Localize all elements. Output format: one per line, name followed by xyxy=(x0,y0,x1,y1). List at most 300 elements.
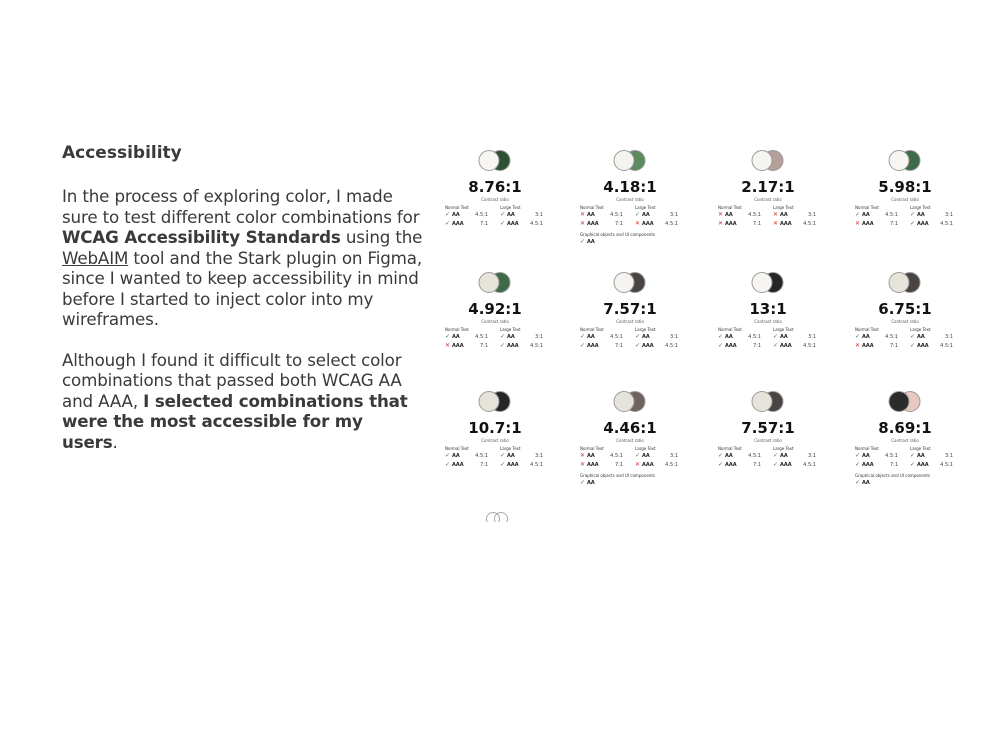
check-icon: ✓ xyxy=(445,461,451,468)
wcag-level: AA xyxy=(725,453,733,459)
check-icon: ✓ xyxy=(773,342,779,349)
required-ratio: 4.5:1 xyxy=(610,453,623,459)
color-pair-swatch xyxy=(479,272,512,294)
color-pair-swatch xyxy=(752,272,785,294)
normal-text-row-aa xyxy=(718,333,761,341)
p2-bold: I selected combinations that were the most accessible for my users xyxy=(62,390,408,452)
large-text-label: Large Text xyxy=(910,327,931,332)
wcag-level: AAA xyxy=(587,343,599,349)
partial-contrast-circles xyxy=(486,512,508,522)
required-ratio: 4.5:1 xyxy=(665,462,678,468)
normal-text-row-aa xyxy=(445,333,488,341)
check-icon: ✓ xyxy=(580,238,586,245)
normal-text-label: Normal Text xyxy=(855,327,879,332)
accessibility-section xyxy=(62,143,424,472)
normal-text-label: Normal Text xyxy=(445,205,469,210)
wcag-level: AA xyxy=(780,334,788,340)
webaim-link[interactable]: WebAIM xyxy=(62,247,129,268)
wcag-level: AAA xyxy=(587,221,599,227)
contrast-ratio-label: Contrast ratio xyxy=(754,438,782,443)
required-ratio: 3:1 xyxy=(534,453,543,459)
large-text-label: Large Text xyxy=(773,446,794,451)
large-text-label: Large Text xyxy=(773,205,794,210)
large-text-label: Large Text xyxy=(635,327,656,332)
normal-text-row-aa xyxy=(580,333,623,341)
wcag-level: AA xyxy=(862,212,870,218)
cross-icon: ✕ xyxy=(773,211,779,218)
check-icon: ✓ xyxy=(718,461,724,468)
check-icon: ✓ xyxy=(718,452,724,459)
wcag-level: AA xyxy=(642,212,650,218)
wcag-level: AA xyxy=(725,334,733,340)
large-text-label: Large Text xyxy=(500,205,521,210)
wcag-level: AAA xyxy=(507,343,519,349)
contrast-ratio-label: Contrast ratio xyxy=(616,319,644,324)
contrast-ratio-value: 8.76:1 xyxy=(468,178,522,196)
contrast-ratio-label: Contrast ratio xyxy=(481,438,509,443)
wcag-level: AA xyxy=(587,453,595,459)
wcag-level: AAA xyxy=(452,221,464,227)
contrast-ratio-label: Contrast ratio xyxy=(481,319,509,324)
color-pair-swatch xyxy=(614,150,647,172)
large-text-row-aa xyxy=(910,211,953,219)
section-heading: Accessibility xyxy=(62,143,182,163)
large-text-row-aa xyxy=(910,333,953,341)
check-icon: ✓ xyxy=(445,211,451,218)
normal-text-row-aa xyxy=(718,211,761,219)
color-pair-swatch xyxy=(479,391,512,413)
check-icon: ✓ xyxy=(635,452,641,459)
normal-text-row-aaa xyxy=(855,220,898,228)
cross-icon: ✕ xyxy=(635,461,641,468)
wcag-level: AAA xyxy=(780,462,792,468)
normal-text-label: Normal Text xyxy=(718,446,742,451)
normal-text-row-aaa xyxy=(580,342,623,350)
large-text-row-aaa xyxy=(773,342,816,350)
wcag-level: AA xyxy=(642,334,650,340)
normal-text-row-aa xyxy=(580,211,623,219)
p1-text-1: In the process of exploring color, I made sure to test different color combinations for xyxy=(62,186,420,227)
required-ratio: 3:1 xyxy=(807,212,816,218)
cross-icon: ✕ xyxy=(580,211,586,218)
p1-text-3: tool and the Stark plugin on Figma, since I wanted to keep accessibility in mind before I started to inject color into my wireframes. xyxy=(62,247,423,329)
large-text-row-aa xyxy=(500,211,543,219)
large-text-row-aaa xyxy=(500,342,543,350)
required-ratio: 3:1 xyxy=(669,212,678,218)
wcag-level: AAA xyxy=(642,343,654,349)
required-ratio: 3:1 xyxy=(534,212,543,218)
required-ratio: 3:1 xyxy=(944,212,953,218)
wcag-level: AA xyxy=(587,239,595,245)
large-text-row-aaa xyxy=(635,461,678,469)
background-color-circle xyxy=(479,391,500,412)
wcag-level: AA xyxy=(862,334,870,340)
check-icon: ✓ xyxy=(773,452,779,459)
contrast-ratio-value: 8.69:1 xyxy=(878,419,932,437)
wcag-level: AAA xyxy=(725,343,737,349)
background-color-circle xyxy=(479,272,500,293)
wcag-level: AA xyxy=(507,334,515,340)
wcag-level: AA xyxy=(587,212,595,218)
contrast-card xyxy=(430,150,560,265)
graphical-objects-row xyxy=(855,479,880,486)
required-ratio: 4.5:1 xyxy=(748,453,761,459)
large-text-row-aaa xyxy=(500,220,543,228)
required-ratio: 3:1 xyxy=(807,334,816,340)
contrast-ratio-value: 7.57:1 xyxy=(741,419,795,437)
contrast-ratio-value: 6.75:1 xyxy=(878,300,932,318)
wcag-level: AAA xyxy=(917,462,929,468)
required-ratio: 7:1 xyxy=(614,221,623,227)
contrast-card xyxy=(840,272,970,387)
color-pair-swatch xyxy=(752,391,785,413)
wcag-level: AAA xyxy=(725,462,737,468)
contrast-card xyxy=(703,150,833,265)
wcag-level: AA xyxy=(452,212,460,218)
cross-icon: ✕ xyxy=(718,220,724,227)
required-ratio: 4.5:1 xyxy=(530,221,543,227)
normal-text-row-aaa xyxy=(445,220,488,228)
p1-text-2: using the xyxy=(340,227,423,247)
check-icon: ✓ xyxy=(445,220,451,227)
required-ratio: 7:1 xyxy=(479,221,488,227)
contrast-card xyxy=(703,272,833,387)
check-icon: ✓ xyxy=(855,461,861,468)
cross-icon: ✕ xyxy=(773,220,779,227)
wcag-level: AAA xyxy=(780,221,792,227)
required-ratio: 7:1 xyxy=(889,343,898,349)
contrast-ratio-value: 5.98:1 xyxy=(878,178,932,196)
wcag-level: AAA xyxy=(917,343,929,349)
contrast-ratio-value: 4.92:1 xyxy=(468,300,522,318)
normal-text-label: Normal Text xyxy=(445,446,469,451)
contrast-ratio-label: Contrast ratio xyxy=(616,197,644,202)
check-icon: ✓ xyxy=(580,479,586,486)
required-ratio: 7:1 xyxy=(752,221,761,227)
wcag-level: AA xyxy=(917,453,925,459)
background-color-circle xyxy=(479,150,500,171)
wcag-level: AA xyxy=(917,334,925,340)
normal-text-row-aa xyxy=(718,452,761,460)
check-icon: ✓ xyxy=(773,333,779,340)
large-text-row-aa xyxy=(773,211,816,219)
contrast-ratio-label: Contrast ratio xyxy=(891,438,919,443)
graphical-objects-row xyxy=(580,238,605,245)
cross-icon: ✕ xyxy=(580,220,586,227)
contrast-card xyxy=(840,391,970,506)
required-ratio: 7:1 xyxy=(479,343,488,349)
background-color-circle xyxy=(614,272,635,293)
cross-icon: ✕ xyxy=(635,220,641,227)
required-ratio: 4.5:1 xyxy=(475,334,488,340)
contrast-ratio-label: Contrast ratio xyxy=(754,197,782,202)
background-color-circle xyxy=(752,272,773,293)
required-ratio: 4.5:1 xyxy=(475,212,488,218)
check-icon: ✓ xyxy=(910,452,916,459)
wcag-level: AA xyxy=(780,212,788,218)
cross-icon: ✕ xyxy=(580,461,586,468)
wcag-level: AA xyxy=(725,212,733,218)
normal-text-row-aa xyxy=(855,452,898,460)
check-icon: ✓ xyxy=(855,333,861,340)
required-ratio: 4.5:1 xyxy=(610,212,623,218)
p2-text-1: Although I found it difficult to select color combinations that passed both WCAG AA and AAA, xyxy=(62,349,402,411)
normal-text-label: Normal Text xyxy=(718,327,742,332)
normal-text-row-aaa xyxy=(580,220,623,228)
color-pair-swatch xyxy=(614,272,647,294)
normal-text-label: Normal Text xyxy=(445,327,469,332)
check-icon: ✓ xyxy=(580,333,586,340)
check-icon: ✓ xyxy=(718,342,724,349)
wcag-level: AAA xyxy=(507,221,519,227)
normal-text-row-aaa xyxy=(445,461,488,469)
wcag-level: AA xyxy=(917,212,925,218)
required-ratio: 4.5:1 xyxy=(940,462,953,468)
wcag-level: AAA xyxy=(587,462,599,468)
contrast-card xyxy=(430,272,560,387)
required-ratio: 7:1 xyxy=(752,343,761,349)
required-ratio: 4.5:1 xyxy=(748,334,761,340)
check-icon: ✓ xyxy=(580,342,586,349)
normal-text-row-aaa xyxy=(855,342,898,350)
required-ratio: 7:1 xyxy=(889,462,898,468)
required-ratio: 7:1 xyxy=(889,221,898,227)
check-icon: ✓ xyxy=(635,333,641,340)
cross-icon: ✕ xyxy=(855,342,861,349)
normal-text-label: Normal Text xyxy=(580,327,604,332)
paragraph-2 xyxy=(62,350,424,453)
required-ratio: 3:1 xyxy=(669,453,678,459)
color-pair-swatch xyxy=(889,272,922,294)
contrast-ratio-value: 7.57:1 xyxy=(603,300,657,318)
required-ratio: 4.5:1 xyxy=(475,453,488,459)
normal-text-row-aaa xyxy=(718,342,761,350)
contrast-ratio-label: Contrast ratio xyxy=(754,319,782,324)
color-pair-swatch xyxy=(889,391,922,413)
cross-icon: ✕ xyxy=(580,452,586,459)
check-icon: ✓ xyxy=(500,333,506,340)
wcag-level: AAA xyxy=(780,343,792,349)
wcag-level: AA xyxy=(452,453,460,459)
check-icon: ✓ xyxy=(718,333,724,340)
large-text-row-aaa xyxy=(500,461,543,469)
check-icon: ✓ xyxy=(500,211,506,218)
required-ratio: 3:1 xyxy=(807,453,816,459)
large-text-label: Large Text xyxy=(500,446,521,451)
check-icon: ✓ xyxy=(445,452,451,459)
large-text-label: Large Text xyxy=(910,446,931,451)
normal-text-row-aaa xyxy=(718,220,761,228)
color-pair-swatch xyxy=(614,391,647,413)
check-icon: ✓ xyxy=(855,211,861,218)
contrast-ratio-value: 4.18:1 xyxy=(603,178,657,196)
required-ratio: 4.5:1 xyxy=(665,343,678,349)
check-icon: ✓ xyxy=(445,333,451,340)
wcag-level: AAA xyxy=(642,221,654,227)
required-ratio: 7:1 xyxy=(752,462,761,468)
wcag-level: AAA xyxy=(725,221,737,227)
wcag-level: AA xyxy=(507,453,515,459)
wcag-level: AAA xyxy=(507,462,519,468)
required-ratio: 4.5:1 xyxy=(530,343,543,349)
required-ratio: 3:1 xyxy=(534,334,543,340)
large-text-row-aaa xyxy=(635,220,678,228)
required-ratio: 4.5:1 xyxy=(885,334,898,340)
required-ratio: 4.5:1 xyxy=(665,221,678,227)
large-text-row-aa xyxy=(773,333,816,341)
wcag-level: AA xyxy=(452,334,460,340)
check-icon: ✓ xyxy=(500,220,506,227)
normal-text-row-aaa xyxy=(855,461,898,469)
large-text-row-aa xyxy=(500,333,543,341)
cross-icon: ✕ xyxy=(445,342,451,349)
wcag-level: AA xyxy=(862,453,870,459)
graphical-objects-label: Graphical objects and UI components xyxy=(580,473,655,478)
normal-text-label: Normal Text xyxy=(580,205,604,210)
background-color-circle xyxy=(889,150,910,171)
contrast-ratio-value: 4.46:1 xyxy=(603,419,657,437)
wcag-level: AA xyxy=(587,480,595,486)
contrast-card xyxy=(703,391,833,506)
wcag-level: AA xyxy=(587,334,595,340)
graphical-objects-label: Graphical objects and UI components xyxy=(855,473,930,478)
normal-text-row-aaa xyxy=(718,461,761,469)
contrast-ratio-label: Contrast ratio xyxy=(891,319,919,324)
wcag-level: AA xyxy=(780,453,788,459)
wcag-level: AAA xyxy=(452,343,464,349)
check-icon: ✓ xyxy=(855,452,861,459)
p2-text-2: . xyxy=(112,431,118,452)
check-icon: ✓ xyxy=(910,211,916,218)
check-icon: ✓ xyxy=(500,452,506,459)
background-color-circle xyxy=(752,150,773,171)
required-ratio: 3:1 xyxy=(944,453,953,459)
wcag-level: AAA xyxy=(862,221,874,227)
required-ratio: 7:1 xyxy=(614,462,623,468)
large-text-row-aa xyxy=(910,452,953,460)
required-ratio: 3:1 xyxy=(944,334,953,340)
required-ratio: 4.5:1 xyxy=(940,343,953,349)
check-icon: ✓ xyxy=(500,461,506,468)
normal-text-row-aaa xyxy=(580,461,623,469)
check-icon: ✓ xyxy=(635,211,641,218)
large-text-row-aa xyxy=(500,452,543,460)
contrast-ratio-value: 2.17:1 xyxy=(741,178,795,196)
large-text-label: Large Text xyxy=(773,327,794,332)
wcag-level: AAA xyxy=(862,343,874,349)
background-color-circle xyxy=(752,391,773,412)
check-icon: ✓ xyxy=(910,333,916,340)
background-color-circle xyxy=(614,391,635,412)
large-text-row-aaa xyxy=(773,461,816,469)
graphical-objects-row xyxy=(580,479,605,486)
cross-icon: ✕ xyxy=(855,220,861,227)
contrast-card xyxy=(840,150,970,265)
wcag-level: AAA xyxy=(452,462,464,468)
background-color-circle xyxy=(614,150,635,171)
required-ratio: 4.5:1 xyxy=(885,212,898,218)
contrast-ratio-value: 13:1 xyxy=(749,300,787,318)
large-text-row-aaa xyxy=(910,220,953,228)
required-ratio: 7:1 xyxy=(479,462,488,468)
normal-text-label: Normal Text xyxy=(718,205,742,210)
contrast-ratio-label: Contrast ratio xyxy=(616,438,644,443)
wcag-level: AA xyxy=(642,453,650,459)
normal-text-row-aa xyxy=(445,211,488,219)
large-text-row-aa xyxy=(635,211,678,219)
normal-text-row-aa xyxy=(445,452,488,460)
check-icon: ✓ xyxy=(910,220,916,227)
p1-bold-wcag: WCAG Accessibility Standards xyxy=(62,227,341,247)
check-icon: ✓ xyxy=(910,461,916,468)
cross-icon: ✕ xyxy=(718,211,724,218)
check-icon: ✓ xyxy=(500,342,506,349)
normal-text-row-aaa xyxy=(445,342,488,350)
check-icon: ✓ xyxy=(635,342,641,349)
check-icon: ✓ xyxy=(910,342,916,349)
contrast-card xyxy=(565,150,695,265)
check-icon: ✓ xyxy=(773,461,779,468)
normal-text-label: Normal Text xyxy=(855,205,879,210)
background-color-circle xyxy=(889,391,910,412)
color-pair-swatch xyxy=(889,150,922,172)
graphical-objects-label: Graphical objects and UI components xyxy=(580,232,655,237)
contrast-ratio-label: Contrast ratio xyxy=(481,197,509,202)
large-text-row-aa xyxy=(773,452,816,460)
required-ratio: 4.5:1 xyxy=(885,453,898,459)
large-text-row-aaa xyxy=(910,342,953,350)
required-ratio: 4.5:1 xyxy=(803,462,816,468)
wcag-level: AA xyxy=(507,212,515,218)
contrast-card xyxy=(565,391,695,506)
required-ratio: 4.5:1 xyxy=(803,221,816,227)
contrast-ratio-label: Contrast ratio xyxy=(891,197,919,202)
color-pair-swatch xyxy=(479,150,512,172)
required-ratio: 4.5:1 xyxy=(803,343,816,349)
background-color-circle xyxy=(889,272,910,293)
normal-text-row-aa xyxy=(580,452,623,460)
paragraph-1 xyxy=(62,186,424,330)
large-text-label: Large Text xyxy=(635,205,656,210)
required-ratio: 4.5:1 xyxy=(610,334,623,340)
required-ratio: 4.5:1 xyxy=(748,212,761,218)
wcag-level: AAA xyxy=(642,462,654,468)
wcag-level: AAA xyxy=(862,462,874,468)
contrast-card xyxy=(430,391,560,506)
normal-text-label: Normal Text xyxy=(855,446,879,451)
large-text-label: Large Text xyxy=(500,327,521,332)
required-ratio: 3:1 xyxy=(669,334,678,340)
large-text-row-aa xyxy=(635,452,678,460)
large-text-label: Large Text xyxy=(910,205,931,210)
large-text-row-aaa xyxy=(635,342,678,350)
large-text-row-aaa xyxy=(773,220,816,228)
contrast-card xyxy=(565,272,695,387)
large-text-row-aaa xyxy=(910,461,953,469)
contrast-ratio-value: 10.7:1 xyxy=(468,419,522,437)
check-icon: ✓ xyxy=(855,479,861,486)
required-ratio: 4.5:1 xyxy=(940,221,953,227)
required-ratio: 4.5:1 xyxy=(530,462,543,468)
wcag-level: AAA xyxy=(917,221,929,227)
normal-text-label: Normal Text xyxy=(580,446,604,451)
normal-text-row-aa xyxy=(855,211,898,219)
normal-text-row-aa xyxy=(855,333,898,341)
color-pair-swatch xyxy=(752,150,785,172)
wcag-level: AA xyxy=(862,480,870,486)
large-text-row-aa xyxy=(635,333,678,341)
required-ratio: 7:1 xyxy=(614,343,623,349)
